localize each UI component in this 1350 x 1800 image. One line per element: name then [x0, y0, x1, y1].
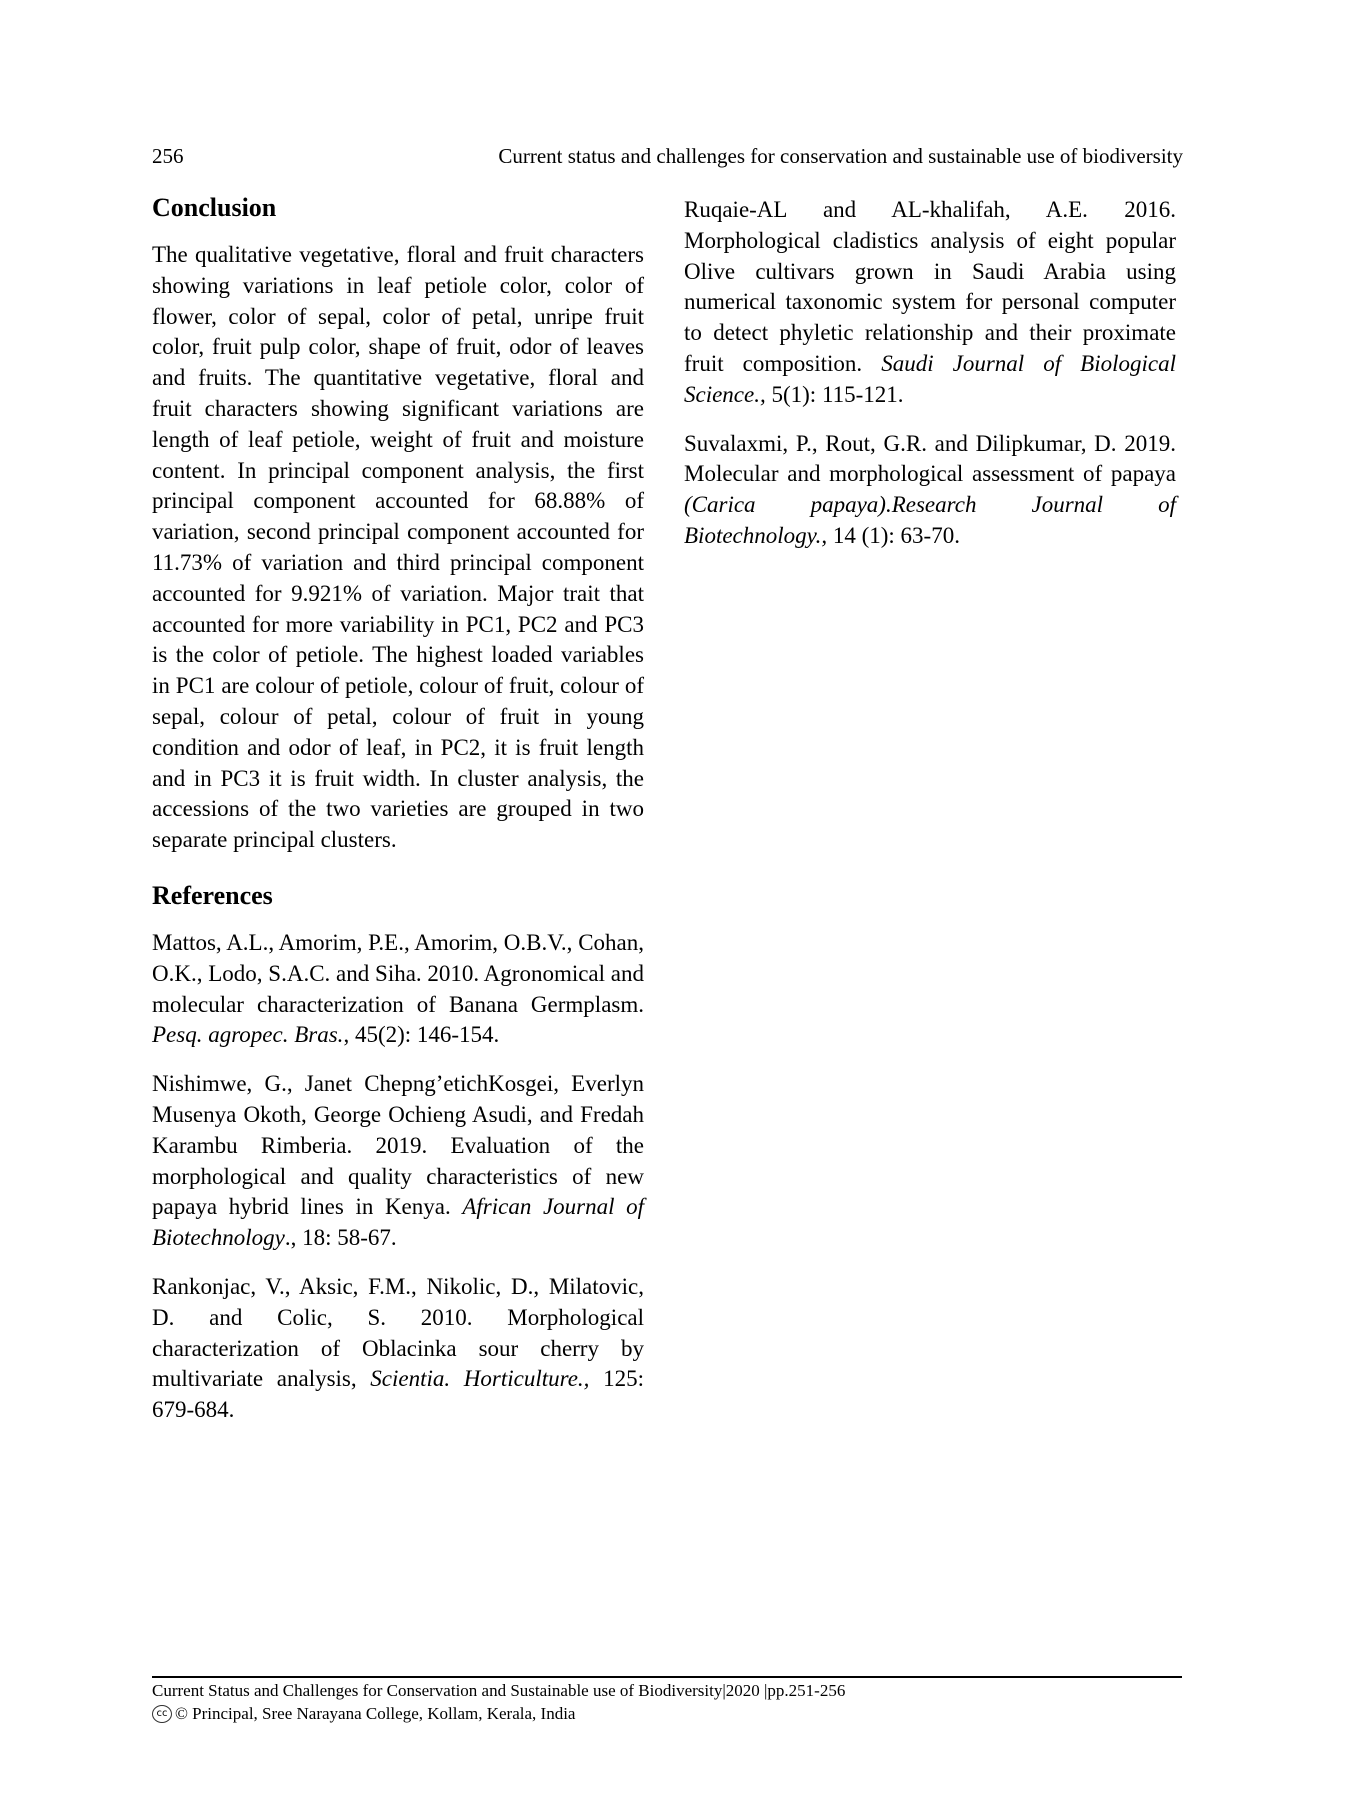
- left-column: [152, 192, 644, 1444]
- footer-citation: Current Status and Challenges for Conservation and Sustainable use of Biodiversity|2020 |pp.251-256: [152, 1681, 846, 1700]
- reference-journal: Pesq. agropec. Bras.: [152, 1022, 344, 1048]
- footer-copyright-text: © Principal, Sree Narayana College, Kollam, Kerala, India: [175, 1704, 576, 1723]
- reference-item: [152, 1069, 644, 1254]
- reference-authors: Ruqaie-AL and AL-khalifah, A.E. 2016. Morphological cladistics analysis of eight popular Olive cultivars grown in Saudi Arabia using numerical taxonomic system for personal computer to detect phyletic relationship and their proximate fruit composition.: [684, 197, 1176, 376]
- reference-item: [684, 429, 1176, 552]
- reference-item: [152, 928, 644, 1051]
- footer-copyright: [152, 1704, 575, 1724]
- reference-details: ., 18: 58-67.: [284, 1225, 397, 1251]
- reference-authors: Rankonjac, V., Aksic, F.M., Nikolic, D., Milatovic, D. and Colic, S. 2010. Morphological characterization of Oblacinka sour cherry by multivariate analysis,: [152, 1273, 644, 1392]
- reference-authors: Nishimwe, G., Janet Chepng’etichKosgei, Everlyn Musenya Okoth, George Ochieng Asudi, and Fredah Karambu Rimberia. 2019. Evaluation of the morphological and quality characteristics of new papaya hybrid lines in Kenya.: [152, 1071, 644, 1220]
- reference-authors: Mattos, A.L., Amorim, P.E., Amorim, O.B.V., Cohan, O.K., Lodo, S.A.C. and Siha. 2010. Agronomical and molecular characterization of Banana Germplasm.: [152, 929, 644, 1017]
- reference-authors: Suvalaxmi, P., Rout, G.R. and Dilipkumar, D. 2019. Molecular and morphological assessment of papaya: [684, 430, 1176, 487]
- reference-details: 125: 679-684.: [152, 1366, 644, 1423]
- reference-details: 5(1): 115-121.: [765, 381, 904, 407]
- reference-journal: Scientia. Horticulture.,: [370, 1366, 590, 1392]
- page-number: 256: [152, 144, 184, 168]
- reference-journal: (Carica papaya).Research Journal of Biotechnology.,: [684, 492, 1176, 548]
- creative-commons-icon: cc: [152, 1705, 172, 1723]
- references-heading: References: [152, 880, 273, 910]
- right-column: [684, 195, 1176, 570]
- conclusion-paragraph: The qualitative vegetative, floral and fruit characters showing variations in leaf petiole color, color of flower, color of sepal, color of petal, unripe fruit color, fruit pulp color, shape of fruit, odor of leaves and fruits. The quantitative vegetative, floral and fruit characters showing significant variations are length of leaf petiole, weight of fruit and moisture content. In principal component analysis, the first principal component accounted for 68.88% of variation, second principal component accounted for 11.73% of variation and third principal component accounted for 9.921% of variation. Major trait that accounted for more variability in PC1, PC2 and PC3 is the color of petiole. The highest loaded variables in PC1 are colour of petiole, colour of fruit, colour of sepal, colour of petal, colour of fruit in young condition and odor of leaf, in PC2, it is fruit length and in PC3 it is fruit width. In cluster analysis, the accessions of the two varieties are grouped in two separate principal clusters.: [152, 242, 644, 853]
- footer-divider: [152, 1676, 1182, 1678]
- running-title: Current status and challenges for conservation and sustainable use of biodiversity: [498, 144, 1183, 168]
- reference-item: [152, 1272, 644, 1426]
- reference-details: 14 (1): 63-70.: [827, 522, 960, 548]
- reference-item: [684, 195, 1176, 411]
- conclusion-heading: Conclusion: [152, 193, 277, 222]
- reference-journal: Saudi Journal of Biological Science.,: [684, 350, 1176, 407]
- reference-details: , 45(2): 146-154.: [343, 1022, 500, 1048]
- reference-journal: African Journal of Biotechnology: [152, 1194, 644, 1251]
